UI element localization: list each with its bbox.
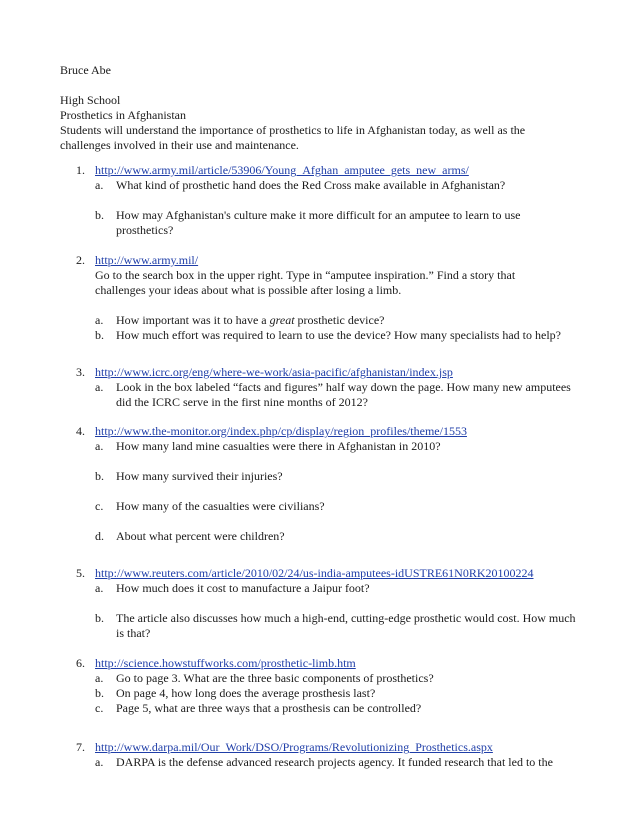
- sub-text: How important was it to have a great prosthetic device?: [116, 313, 385, 327]
- sub-text: How many survived their injuries?: [116, 469, 283, 483]
- sub-text: How may Afghanistan's culture make it more difficult for an amputee to learn to use prosthetics?: [116, 208, 521, 237]
- sub-label: a.: [95, 439, 104, 453]
- instruction-text: Go to the search box in the upper right. Type in “amputee inspiration.” Find a story that challenges your ideas about what is possible after losing a limb.: [95, 268, 516, 297]
- sub-label: a.: [95, 671, 104, 685]
- item-number: 4.: [76, 424, 85, 438]
- sub-text: On page 4, how long does the average prosthesis last?: [116, 686, 376, 700]
- sub-text: About what percent were children?: [116, 529, 285, 543]
- document-title: Prosthetics in Afghanistan: [60, 108, 186, 122]
- item-number: 7.: [76, 740, 85, 754]
- sub-text: DARPA is the defense advanced research projects agency. It funded research that led to the: [116, 755, 553, 769]
- sub-label: a.: [95, 313, 104, 327]
- sub-label: b.: [95, 469, 104, 483]
- sub-text: Page 5, what are three ways that a prosthesis can be controlled?: [116, 701, 422, 715]
- document-header: [60, 63, 580, 153]
- sub-label: b.: [95, 328, 104, 342]
- sub-label: c.: [95, 499, 104, 513]
- item-number: 5.: [76, 566, 85, 580]
- sub-label: b.: [95, 686, 104, 700]
- sub-label: a.: [95, 178, 104, 192]
- resource-link[interactable]: http://www.reuters.com/article/2010/02/24/us-india-amputees-idUSTRE61N0RK20100224: [95, 566, 534, 580]
- resource-link[interactable]: http://www.darpa.mil/Our_Work/DSO/Programs/Revolutionizing_Prosthetics.aspx: [95, 740, 493, 754]
- sub-text: Look in the box labeled “facts and figures” half way down the page. How many new amputees did the ICRC serve in the first nine months of 2012?: [116, 380, 571, 409]
- sub-text: Go to page 3. What are the three basic components of prosthetics?: [116, 671, 434, 685]
- sub-label: a.: [95, 581, 104, 595]
- sub-label: a.: [95, 755, 104, 769]
- resource-link[interactable]: http://www.army.mil/article/53906/Young_Afghan_amputee_gets_new_arms/: [95, 163, 469, 177]
- sub-label: b.: [95, 208, 104, 222]
- resource-link[interactable]: http://science.howstuffworks.com/prosthetic-limb.htm: [95, 656, 356, 670]
- resource-link[interactable]: http://www.icrc.org/eng/where-we-work/asia-pacific/afghanistan/index.jsp: [95, 365, 453, 379]
- sub-label: d.: [95, 529, 104, 543]
- resource-link[interactable]: http://www.army.mil/: [95, 253, 199, 267]
- sub-text: How many land mine casualties were there in Afghanistan in 2010?: [116, 439, 441, 453]
- objective-text: Students will understand the importance of prosthetics to life in Afghanistan today, as well as the challenges involved in their use and maintenance.: [60, 123, 526, 152]
- item-number: 3.: [76, 365, 85, 379]
- item-number: 1.: [76, 163, 85, 177]
- sub-text: How much does it cost to manufacture a Jaipur foot?: [116, 581, 370, 595]
- item-number: 6.: [76, 656, 85, 670]
- item-number: 2.: [76, 253, 85, 267]
- sub-label: c.: [95, 701, 104, 715]
- grade-level: High School: [60, 93, 121, 107]
- sub-text: The article also discusses how much a high-end, cutting-edge prosthetic would cost. How much is that?: [116, 611, 576, 640]
- sub-label: b.: [95, 611, 104, 625]
- resource-link[interactable]: http://www.the-monitor.org/index.php/cp/display/region_profiles/theme/1553: [95, 424, 467, 438]
- sub-label: a.: [95, 380, 104, 394]
- sub-text: How many of the casualties were civilians?: [116, 499, 325, 513]
- sub-text: What kind of prosthetic hand does the Red Cross make available in Afghanistan?: [116, 178, 506, 192]
- author-name: Bruce Abe: [60, 63, 111, 77]
- sub-text: How much effort was required to learn to use the device? How many specialists had to help?: [116, 328, 561, 342]
